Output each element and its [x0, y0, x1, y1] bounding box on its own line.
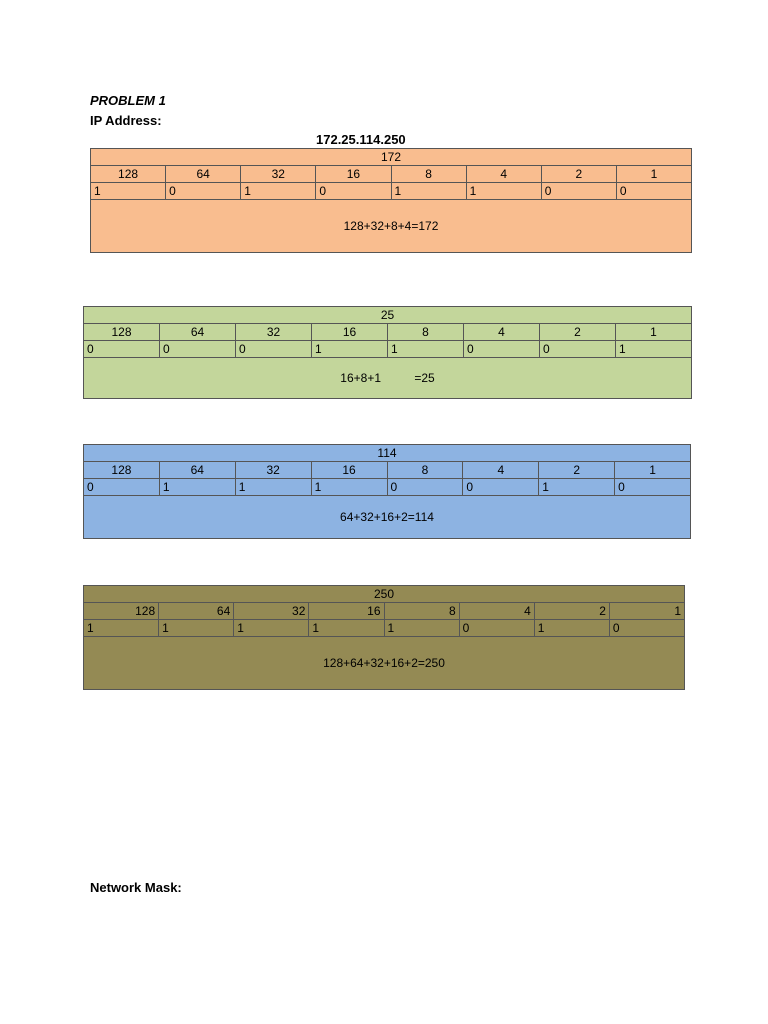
bit-cell: 0 — [387, 479, 463, 496]
sum-row — [84, 637, 685, 690]
bit-cell: 0 — [464, 341, 540, 358]
octet-sum-expression: 128+64+32+16+2=250 — [84, 637, 685, 690]
place-value-cell: 128 — [91, 166, 166, 183]
place-value-cell: 32 — [236, 324, 312, 341]
place-value-cell: 2 — [534, 603, 609, 620]
bit-cell: 1 — [84, 620, 159, 637]
octet-table-3 — [83, 444, 691, 539]
bit-cell: 1 — [391, 183, 466, 200]
octet-table-4 — [83, 585, 685, 690]
place-value-cell: 8 — [384, 603, 459, 620]
octet-decimal-value: 250 — [84, 586, 685, 603]
octet-decimal-value: 172 — [91, 149, 692, 166]
place-value-cell: 32 — [235, 462, 311, 479]
place-value-cell: 16 — [316, 166, 391, 183]
place-value-cell: 1 — [615, 462, 691, 479]
bit-row — [91, 183, 692, 200]
bit-row — [84, 620, 685, 637]
place-value-row — [84, 324, 692, 341]
place-value-cell: 1 — [616, 166, 691, 183]
place-value-cell: 2 — [539, 462, 615, 479]
bit-cell: 1 — [241, 183, 316, 200]
ip-address-value: 172.25.114.250 — [316, 132, 406, 147]
bit-cell: 1 — [534, 620, 609, 637]
place-value-cell: 64 — [159, 462, 235, 479]
place-value-cell: 64 — [166, 166, 241, 183]
bit-cell: 1 — [235, 479, 311, 496]
ip-address-label: IP Address: — [90, 113, 162, 128]
bit-cell: 1 — [539, 479, 615, 496]
place-value-cell: 16 — [312, 324, 388, 341]
place-value-cell: 16 — [311, 462, 387, 479]
place-value-cell: 64 — [159, 603, 234, 620]
bit-cell: 1 — [159, 620, 234, 637]
bit-cell: 0 — [609, 620, 684, 637]
bit-cell: 0 — [236, 341, 312, 358]
bit-cell: 0 — [84, 341, 160, 358]
octet-sum-expression: 16+8+1 =25 — [84, 358, 692, 399]
place-value-row — [84, 462, 691, 479]
bit-cell: 0 — [616, 183, 691, 200]
bit-cell: 0 — [615, 479, 691, 496]
place-value-cell: 128 — [84, 462, 160, 479]
bit-cell: 1 — [159, 479, 235, 496]
place-value-cell: 64 — [160, 324, 236, 341]
bit-cell: 1 — [312, 341, 388, 358]
place-value-cell: 2 — [540, 324, 616, 341]
place-value-cell: 32 — [234, 603, 309, 620]
place-value-cell: 32 — [241, 166, 316, 183]
octet-decimal-value: 114 — [84, 445, 691, 462]
place-value-row — [91, 166, 692, 183]
bit-cell: 1 — [384, 620, 459, 637]
octet-decimal-row — [84, 445, 691, 462]
octet-table-2 — [83, 306, 692, 399]
octet-decimal-row — [84, 307, 692, 324]
place-value-cell: 1 — [616, 324, 692, 341]
octet-table-1 — [90, 148, 692, 253]
place-value-cell: 4 — [466, 166, 541, 183]
place-value-cell: 2 — [541, 166, 616, 183]
bit-cell: 1 — [91, 183, 166, 200]
bit-cell: 0 — [540, 341, 616, 358]
place-value-cell: 4 — [464, 324, 540, 341]
octet-sum-expression: 128+32+8+4=172 — [91, 200, 692, 253]
bit-cell: 1 — [466, 183, 541, 200]
octet-decimal-row — [91, 149, 692, 166]
place-value-cell: 8 — [391, 166, 466, 183]
bit-cell: 0 — [459, 620, 534, 637]
bit-cell: 1 — [234, 620, 309, 637]
network-mask-label: Network Mask: — [90, 880, 182, 895]
place-value-cell: 8 — [387, 462, 463, 479]
place-value-cell: 16 — [309, 603, 384, 620]
bit-cell: 0 — [541, 183, 616, 200]
place-value-cell: 128 — [84, 603, 159, 620]
place-value-cell: 8 — [388, 324, 464, 341]
problem-title: PROBLEM 1 — [90, 93, 166, 108]
sum-row — [84, 358, 692, 399]
bit-cell: 0 — [316, 183, 391, 200]
bit-cell: 1 — [388, 341, 464, 358]
bit-cell: 1 — [311, 479, 387, 496]
bit-cell: 0 — [463, 479, 539, 496]
place-value-cell: 4 — [459, 603, 534, 620]
place-value-cell: 4 — [463, 462, 539, 479]
bit-cell: 1 — [309, 620, 384, 637]
place-value-row — [84, 603, 685, 620]
octet-decimal-value: 25 — [84, 307, 692, 324]
place-value-cell: 1 — [609, 603, 684, 620]
sum-row — [84, 496, 691, 539]
octet-sum-expression: 64+32+16+2=114 — [84, 496, 691, 539]
bit-cell: 0 — [166, 183, 241, 200]
bit-cell: 0 — [84, 479, 160, 496]
bit-cell: 0 — [160, 341, 236, 358]
sum-row — [91, 200, 692, 253]
bit-row — [84, 341, 692, 358]
bit-row — [84, 479, 691, 496]
bit-cell: 1 — [616, 341, 692, 358]
place-value-cell: 128 — [84, 324, 160, 341]
octet-decimal-row — [84, 586, 685, 603]
